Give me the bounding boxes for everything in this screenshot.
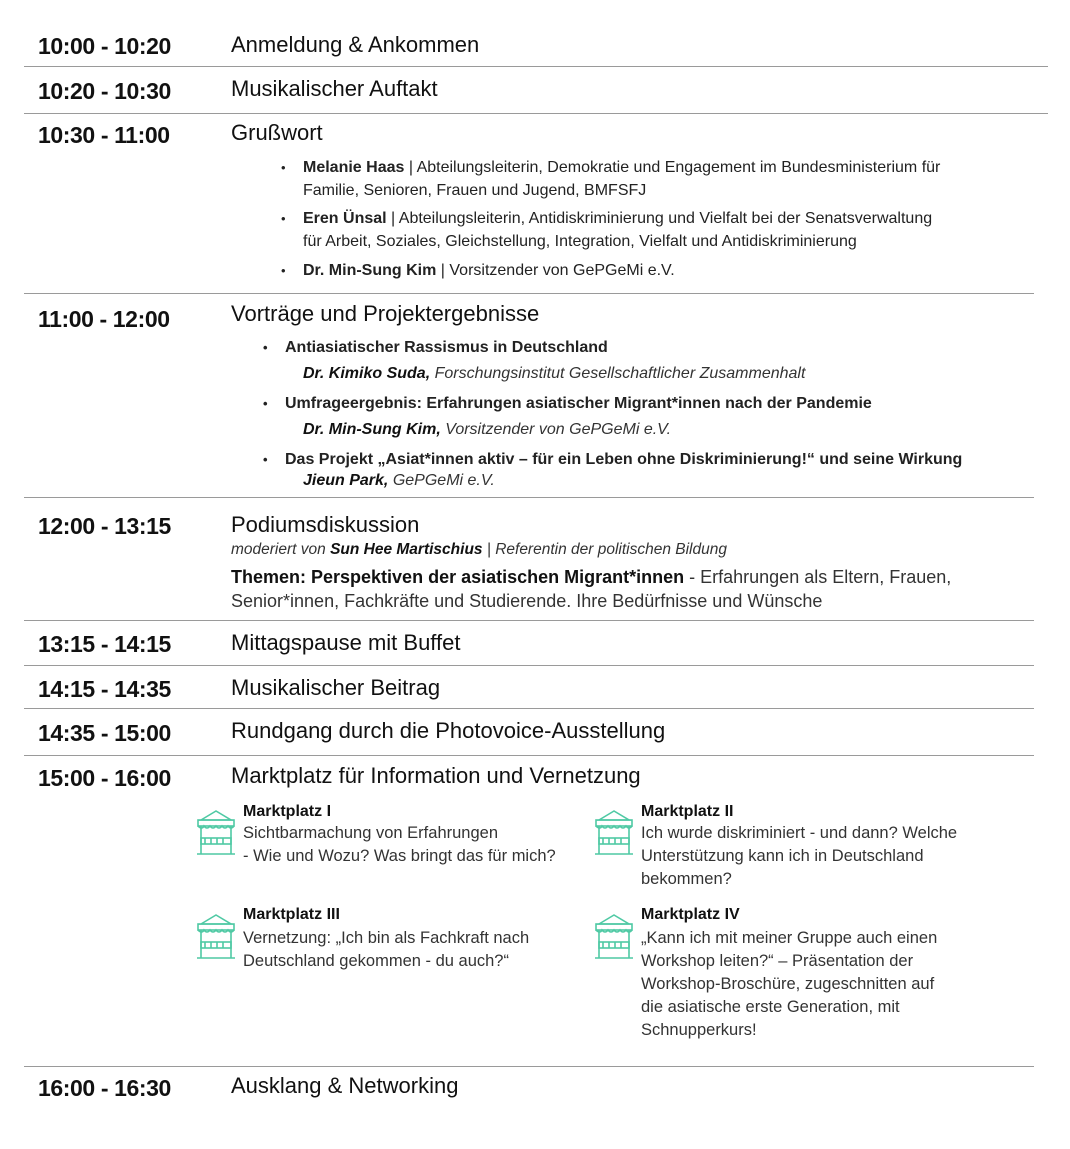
time-slot: 11:00 - 12:00: [38, 306, 170, 332]
session-title: Anmeldung & Ankommen: [231, 32, 480, 57]
time-slot: 14:15 - 14:35: [38, 676, 171, 702]
speaker-role: Abteilungsleiterin, Demokratie und Engagement im Bundesministerium für: [416, 159, 941, 176]
speaker-name: Dr. Min-Sung Kim: [303, 262, 437, 279]
divider: [24, 1066, 1034, 1067]
talk-speaker: Jieun Park, GePGeMi e.V.: [303, 472, 495, 489]
time-slot: 13:15 - 14:15: [38, 631, 171, 657]
market-description: Sichtbarmachung von Erfahrungen - Wie und Wozu? Was bringt das für mich?: [243, 824, 556, 865]
session-title: Ausklang & Networking: [231, 1073, 459, 1098]
session-title: Musikalischer Auftakt: [231, 76, 438, 101]
talk-speaker: Dr. Min-Sung Kim, Vorsitzender von GePGeMi e.V.: [303, 421, 672, 438]
time-slot: 16:00 - 16:30: [38, 1075, 171, 1101]
session-title: Marktplatz für Information und Vernetzung: [231, 763, 641, 788]
talk-title: • Das Projekt „Asiat*innen aktiv – für ein Leben ohne Diskriminierung!“ und seine Wirkung: [285, 448, 962, 471]
greeting-speaker: • Dr. Min-Sung Kim | Vorsitzender von GePGeMi e.V.: [303, 259, 1053, 282]
time-slot: 10:30 - 11:00: [38, 122, 170, 148]
speaker-name: Melanie Haas: [303, 159, 405, 176]
speaker-role-cont: Familie, Senioren, Frauen und Jugend, BMFSFJ: [303, 182, 647, 199]
time-slot: 12:00 - 13:15: [38, 513, 171, 539]
market-description: Ich wurde diskriminiert - und dann? Welche Unterstützung kann ich in Deutschland bekommen?: [641, 824, 958, 888]
divider: [24, 620, 1034, 621]
divider: [24, 708, 1034, 709]
divider: [24, 113, 1048, 114]
market-stall-icon: [195, 808, 237, 856]
talk-title: • Umfrageergebnis: Erfahrungen asiatischer Migrant*innen nach der Pandemie: [285, 392, 872, 415]
session-title: Podiumsdiskussion: [231, 512, 420, 537]
session-title: Mittagspause mit Buffet: [231, 630, 461, 655]
market-stall-icon: [593, 912, 635, 960]
speaker-role-cont: für Arbeit, Soziales, Gleichstellung, Integration, Vielfalt und Antidiskriminierung: [303, 233, 857, 250]
market-title: Marktplatz IV: [641, 906, 740, 923]
greeting-speaker: • Melanie Haas | Abteilungsleiterin, Demokratie und Engagement im Bundesministerium für Familie, Senioren, Frauen und Jugend, BMFSFJ: [303, 156, 1053, 202]
divider: [24, 293, 1034, 294]
session-title: Grußwort: [231, 120, 323, 145]
talk-speaker: Dr. Kimiko Suda, Forschungsinstitut Gesellschaftlicher Zusammenhalt: [303, 365, 806, 382]
time-slot: 14:35 - 15:00: [38, 720, 171, 746]
themes-text: Themen: Perspektiven der asiatischen Migrant*innen - Erfahrungen als Eltern, Frauen, Senior*innen, Fachkräfte und Studierende. Ihre Bedürfnisse und Wünsche: [231, 567, 952, 611]
divider: [24, 755, 1034, 756]
divider: [24, 66, 1048, 67]
moderator-line: moderiert von Sun Hee Martischius | Referentin der politischen Bildung: [231, 541, 727, 558]
session-title: Rundgang durch die Photovoice-Ausstellung: [231, 718, 666, 743]
market-title: Marktplatz II: [641, 803, 734, 820]
time-slot: 15:00 - 16:00: [38, 765, 171, 791]
divider: [24, 497, 1034, 498]
session-title: Musikalischer Beitrag: [231, 675, 441, 700]
time-slot: 10:00 - 10:20: [38, 33, 171, 59]
speaker-role: Vorsitzender von GePGeMi e.V.: [449, 262, 675, 279]
talk-title: • Antiasiatischer Rassismus in Deutschland: [285, 336, 608, 359]
market-description: „Kann ich mit meiner Gruppe auch einen Workshop leiten?“ – Präsentation der Workshop-Broschüre, zugeschnitten auf die asiatische erste Generation, mit Schnupperkurs!: [641, 929, 938, 1039]
market-title: Marktplatz I: [243, 803, 332, 820]
greeting-speaker: • Eren Ünsal | Abteilungsleiterin, Antidiskriminierung und Vielfalt bei der Senatsverwaltung für Arbeit, Soziales, Gleichstellung, Integration, Vielfalt und Antidiskriminierung: [303, 207, 1053, 253]
time-slot: 10:20 - 10:30: [38, 78, 171, 104]
speaker-role: Abteilungsleiterin, Antidiskriminierung und Vielfalt bei der Senatsverwaltung: [398, 210, 933, 227]
market-description: Vernetzung: „Ich bin als Fachkraft nach Deutschland gekommen - du auch?“: [243, 929, 530, 970]
divider: [24, 665, 1034, 666]
session-title: Vorträge und Projektergebnisse: [231, 301, 540, 326]
market-stall-icon: [593, 808, 635, 856]
market-title: Marktplatz III: [243, 906, 340, 923]
market-stall-icon: [195, 912, 237, 960]
speaker-name: Eren Ünsal: [303, 210, 387, 227]
